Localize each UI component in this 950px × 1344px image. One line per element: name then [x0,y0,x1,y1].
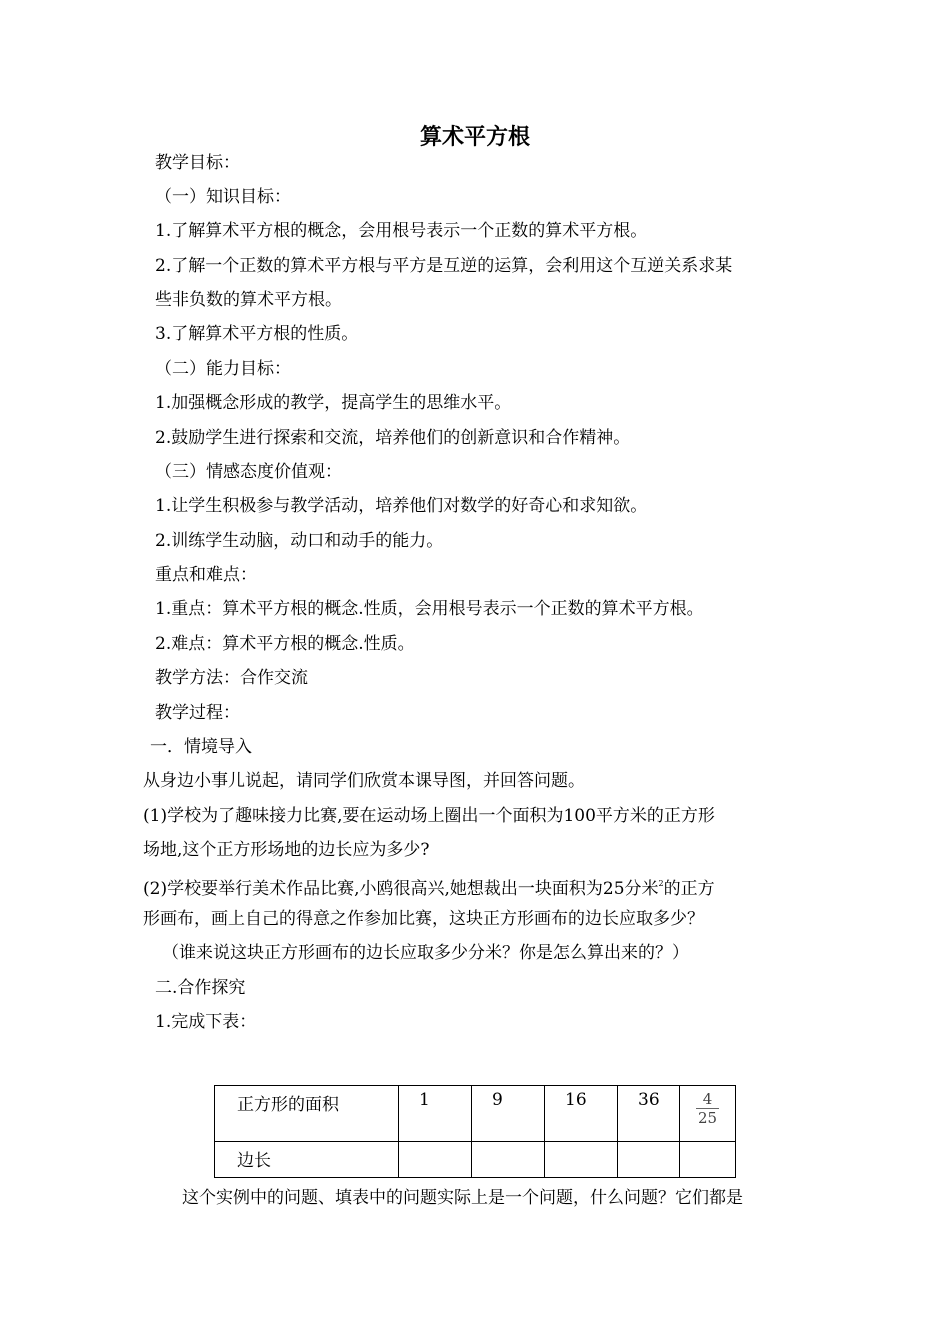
section-heading-process: 教学过程： [155,703,240,723]
text-line: 3.了解算术平方根的性质。 [155,324,359,344]
table-cell-label: 正方形的面积 [215,1086,399,1142]
table-cell-label: 边长 [215,1142,399,1178]
text-line: 1.了解算术平方根的概念，会用根号表示一个正数的算术平方根。 [155,221,648,241]
text-segment: 的正方 [663,879,715,899]
superscript: 2 [658,879,664,888]
table-cell-fraction [680,1086,736,1142]
fraction [696,1090,719,1127]
table-cell-empty [680,1142,736,1178]
text-line: 2.难点：算术平方根的概念.性质。 [155,634,415,654]
text-line: 2.鼓励学生进行探索和交流，培养他们的创新意识和合作精神。 [155,428,631,448]
table-cell: 16 [545,1086,618,1142]
section-heading-key-points: 重点和难点： [155,565,257,585]
text-line: 形画布，画上自己的得意之作参加比赛，这块正方形画布的边长应取多少？ [143,909,704,929]
table-cell-empty [399,1142,472,1178]
table-row [215,1086,736,1142]
subheading-explore: 二.合作探究 [155,978,246,998]
text-line: 1.让学生积极参与教学活动，培养他们对数学的好奇心和求知欲。 [155,496,648,516]
section-heading-objectives: 教学目标： [155,153,240,173]
fraction-numerator: 4 [696,1090,719,1109]
subheading-ability: （二）能力目标： [155,359,291,379]
table-cell: 9 [472,1086,545,1142]
text-line: 从身边小事儿说起，请同学们欣赏本课导图，并回答问题。 [143,771,585,791]
text-line: 这个实例中的问题、填表中的问题实际上是一个问题，什么问题？它们都是 [182,1188,743,1208]
table-cell: 36 [618,1086,680,1142]
text-line: 2.了解一个正数的算术平方根与平方是互逆的运算，会利用这个互逆关系求某 [155,256,733,276]
page-title: 算术平方根 [419,124,530,150]
text-segment: (2)学校要举行美术作品比赛,小鸥很高兴,她想裁出一块面积为25分米 [143,879,659,899]
text-line: 1.重点：算术平方根的概念.性质，会用根号表示一个正数的算术平方根。 [155,599,704,619]
text-line: 1.加强概念形成的教学，提高学生的思维水平。 [155,393,512,413]
subheading-intro: 一．情境导入 [150,737,252,757]
text-line: 些非负数的算术平方根。 [155,290,342,310]
text-line [143,872,715,901]
text-line: (1)学校为了趣味接力比赛,要在运动场上圈出一个面积为100平方米的正方形 [143,806,715,826]
text-line: （谁来说这块正方形画布的边长应取多少分米？你是怎么算出来的？） [162,943,689,963]
text-line: 场地,这个正方形场地的边长应为多少? [143,840,430,860]
square-side-table [214,1085,736,1178]
text-line: 1.完成下表： [155,1012,257,1032]
table-cell: 1 [399,1086,472,1142]
table-row [215,1142,736,1178]
section-heading-method: 教学方法：合作交流 [155,668,308,688]
subheading-knowledge: （一）知识目标： [155,187,291,207]
fraction-denominator: 25 [697,1109,718,1127]
table-cell-empty [472,1142,545,1178]
text-line: 2.训练学生动脑，动口和动手的能力。 [155,531,444,551]
table-cell-empty [618,1142,680,1178]
subheading-attitude: （三）情感态度价值观： [155,462,342,482]
table-cell-empty [545,1142,618,1178]
